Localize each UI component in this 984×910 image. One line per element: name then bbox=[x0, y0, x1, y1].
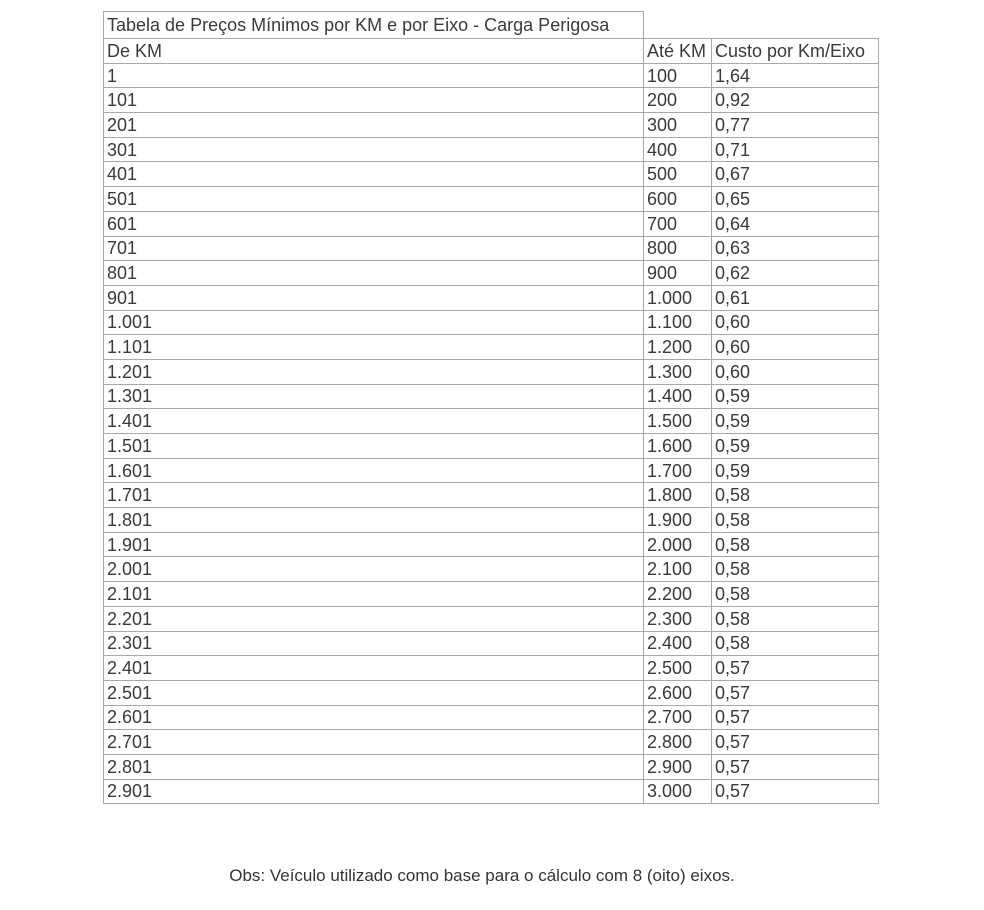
cell-from-km: 2.601 bbox=[104, 705, 644, 730]
header-from-km: De KM bbox=[104, 39, 644, 64]
table-row bbox=[104, 113, 879, 138]
cell-from-km: 1.401 bbox=[104, 409, 644, 434]
price-table bbox=[103, 11, 879, 804]
table-row bbox=[104, 310, 879, 335]
cell-cost: 0,67 bbox=[712, 162, 879, 187]
cell-from-km: 2.801 bbox=[104, 754, 644, 779]
cell-from-km: 1.601 bbox=[104, 458, 644, 483]
cell-to-km: 300 bbox=[644, 113, 712, 138]
table-row bbox=[104, 359, 879, 384]
table-row bbox=[104, 730, 879, 755]
cell-from-km: 501 bbox=[104, 187, 644, 212]
cell-to-km: 600 bbox=[644, 187, 712, 212]
cell-cost: 0,57 bbox=[712, 730, 879, 755]
cell-from-km: 901 bbox=[104, 285, 644, 310]
cell-cost: 1,64 bbox=[712, 63, 879, 88]
cell-from-km: 701 bbox=[104, 236, 644, 261]
cell-cost: 0,57 bbox=[712, 705, 879, 730]
cell-cost: 0,58 bbox=[712, 557, 879, 582]
cell-cost: 0,58 bbox=[712, 582, 879, 607]
cell-from-km: 2.701 bbox=[104, 730, 644, 755]
cell-to-km: 1.700 bbox=[644, 458, 712, 483]
table-row bbox=[104, 236, 879, 261]
cell-from-km: 2.001 bbox=[104, 557, 644, 582]
table-row bbox=[104, 261, 879, 286]
cell-to-km: 1.400 bbox=[644, 384, 712, 409]
table-row bbox=[104, 285, 879, 310]
cell-cost: 0,61 bbox=[712, 285, 879, 310]
cell-cost: 0,77 bbox=[712, 113, 879, 138]
cell-from-km: 201 bbox=[104, 113, 644, 138]
table-body bbox=[104, 12, 879, 804]
cell-cost: 0,58 bbox=[712, 631, 879, 656]
cell-to-km: 2.600 bbox=[644, 680, 712, 705]
cell-from-km: 1.801 bbox=[104, 508, 644, 533]
table-title: Tabela de Preços Mínimos por KM e por Eixo - Carga Perigosa bbox=[104, 12, 644, 39]
cell-to-km: 2.400 bbox=[644, 631, 712, 656]
table-row bbox=[104, 88, 879, 113]
cell-from-km: 2.901 bbox=[104, 779, 644, 804]
table-row bbox=[104, 409, 879, 434]
header-cost-per-km-axle: Custo por Km/Eixo bbox=[712, 39, 879, 64]
table-row bbox=[104, 335, 879, 360]
cell-cost: 0,59 bbox=[712, 384, 879, 409]
table-row bbox=[104, 63, 879, 88]
cell-from-km: 1 bbox=[104, 63, 644, 88]
table-row bbox=[104, 754, 879, 779]
cell-from-km: 301 bbox=[104, 137, 644, 162]
cell-cost: 0,71 bbox=[712, 137, 879, 162]
cell-cost: 0,60 bbox=[712, 335, 879, 360]
table-row bbox=[104, 483, 879, 508]
cell-to-km: 1.000 bbox=[644, 285, 712, 310]
cell-cost: 0,58 bbox=[712, 532, 879, 557]
cell-to-km: 500 bbox=[644, 162, 712, 187]
cell-to-km: 1.600 bbox=[644, 434, 712, 459]
cell-from-km: 1.901 bbox=[104, 532, 644, 557]
footnote: Obs: Veículo utilizado como base para o cálculo com 8 (oito) eixos. bbox=[229, 866, 735, 885]
cell-from-km: 1.001 bbox=[104, 310, 644, 335]
cell-from-km: 601 bbox=[104, 211, 644, 236]
cell-cost: 0,57 bbox=[712, 656, 879, 681]
cell-cost: 0,57 bbox=[712, 680, 879, 705]
table-header-row bbox=[104, 39, 879, 64]
cell-to-km: 2.100 bbox=[644, 557, 712, 582]
cell-cost: 0,59 bbox=[712, 409, 879, 434]
cell-cost: 0,64 bbox=[712, 211, 879, 236]
cell-to-km: 200 bbox=[644, 88, 712, 113]
cell-from-km: 2.301 bbox=[104, 631, 644, 656]
table-row bbox=[104, 211, 879, 236]
table-row bbox=[104, 162, 879, 187]
cell-cost: 0,60 bbox=[712, 359, 879, 384]
cell-to-km: 2.300 bbox=[644, 606, 712, 631]
table-row bbox=[104, 458, 879, 483]
cell-cost: 0,59 bbox=[712, 458, 879, 483]
table-row bbox=[104, 137, 879, 162]
cell-to-km: 1.200 bbox=[644, 335, 712, 360]
cell-to-km: 800 bbox=[644, 236, 712, 261]
table-row bbox=[104, 631, 879, 656]
cell-to-km: 100 bbox=[644, 63, 712, 88]
cell-from-km: 101 bbox=[104, 88, 644, 113]
cell-from-km: 2.101 bbox=[104, 582, 644, 607]
cell-cost: 0,58 bbox=[712, 606, 879, 631]
table-row bbox=[104, 705, 879, 730]
table-row bbox=[104, 656, 879, 681]
table-title-row bbox=[104, 12, 879, 39]
cell-cost: 0,62 bbox=[712, 261, 879, 286]
cell-to-km: 700 bbox=[644, 211, 712, 236]
cell-from-km: 801 bbox=[104, 261, 644, 286]
table-row bbox=[104, 187, 879, 212]
cell-to-km: 2.700 bbox=[644, 705, 712, 730]
cell-cost: 0,60 bbox=[712, 310, 879, 335]
table-row bbox=[104, 680, 879, 705]
cell-cost: 0,65 bbox=[712, 187, 879, 212]
cell-to-km: 1.300 bbox=[644, 359, 712, 384]
cell-to-km: 1.500 bbox=[644, 409, 712, 434]
cell-to-km: 2.500 bbox=[644, 656, 712, 681]
table-row bbox=[104, 606, 879, 631]
cell-to-km: 400 bbox=[644, 137, 712, 162]
table-row bbox=[104, 508, 879, 533]
cell-to-km: 1.100 bbox=[644, 310, 712, 335]
header-to-km: Até KM bbox=[644, 39, 712, 64]
cell-from-km: 401 bbox=[104, 162, 644, 187]
table-row bbox=[104, 384, 879, 409]
cell-to-km: 900 bbox=[644, 261, 712, 286]
table-title-blank bbox=[644, 12, 879, 39]
cell-cost: 0,92 bbox=[712, 88, 879, 113]
cell-cost: 0,57 bbox=[712, 754, 879, 779]
cell-from-km: 1.101 bbox=[104, 335, 644, 360]
cell-cost: 0,58 bbox=[712, 483, 879, 508]
cell-to-km: 1.900 bbox=[644, 508, 712, 533]
cell-to-km: 3.000 bbox=[644, 779, 712, 804]
cell-from-km: 2.401 bbox=[104, 656, 644, 681]
table-row bbox=[104, 532, 879, 557]
table-row bbox=[104, 434, 879, 459]
cell-from-km: 1.701 bbox=[104, 483, 644, 508]
cell-cost: 0,58 bbox=[712, 508, 879, 533]
cell-from-km: 1.501 bbox=[104, 434, 644, 459]
cell-from-km: 1.201 bbox=[104, 359, 644, 384]
table-row bbox=[104, 557, 879, 582]
table-row bbox=[104, 582, 879, 607]
cell-to-km: 2.200 bbox=[644, 582, 712, 607]
cell-from-km: 2.501 bbox=[104, 680, 644, 705]
cell-from-km: 1.301 bbox=[104, 384, 644, 409]
cell-cost: 0,63 bbox=[712, 236, 879, 261]
cell-to-km: 2.800 bbox=[644, 730, 712, 755]
cell-from-km: 2.201 bbox=[104, 606, 644, 631]
cell-cost: 0,57 bbox=[712, 779, 879, 804]
cell-to-km: 2.000 bbox=[644, 532, 712, 557]
cell-cost: 0,59 bbox=[712, 434, 879, 459]
cell-to-km: 1.800 bbox=[644, 483, 712, 508]
table-row bbox=[104, 779, 879, 804]
cell-to-km: 2.900 bbox=[644, 754, 712, 779]
